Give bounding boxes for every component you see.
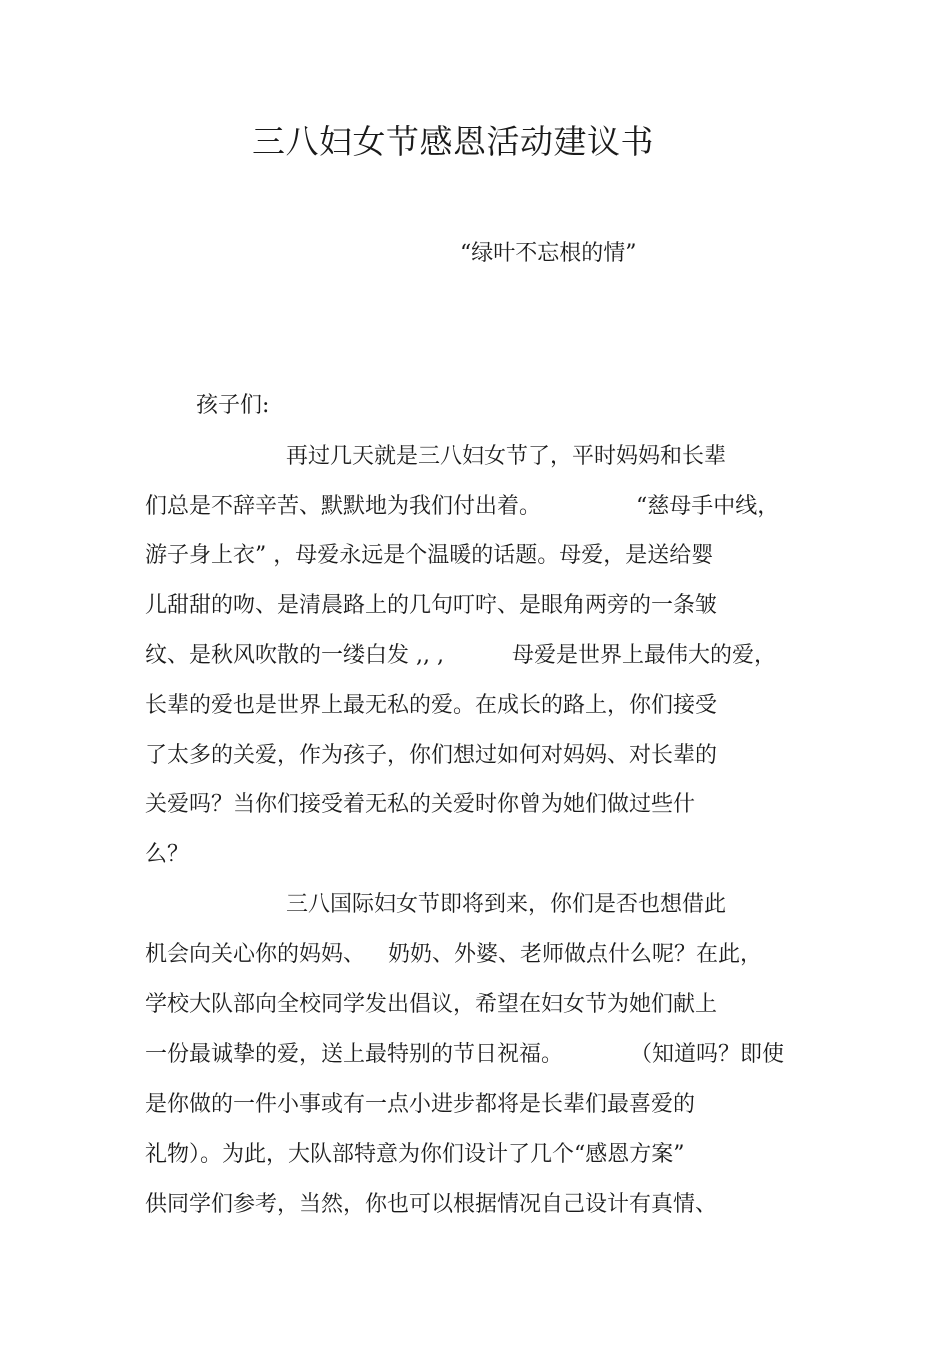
body-line: 么？ xyxy=(145,842,190,867)
body-line: “慈母手中线， xyxy=(636,494,780,519)
body-line: 再过几天就是三八妇女节了，平时妈妈和长辈 xyxy=(286,444,727,469)
document-title: 三八妇女节感恩活动建议书 xyxy=(252,122,654,161)
body-line: 母爱是世界上最伟大的爱， xyxy=(512,643,777,668)
body-line: 三八国际妇女节即将到来，你们是否也想借此 xyxy=(286,892,727,917)
body-line: 关爱吗？当你们接受着无私的关爱时你曾为她们做过些什 xyxy=(145,792,696,817)
body-line: 纹、是秋风吹散的一缕白发 ,, , xyxy=(145,643,444,668)
body-line: 儿甜甜的吻、是清晨路上的几句叮咛、是眼角两旁的一条皱 xyxy=(145,593,718,618)
body-line: 学校大队部向全校同学发出倡议，希望在妇女节为她们献上 xyxy=(145,992,718,1017)
body-line: 了太多的关爱，作为孩子，你们想过如何对妈妈、对长辈的 xyxy=(145,743,718,768)
body-line: 奶奶、外婆、老师做点什么呢？在此， xyxy=(388,942,763,967)
body-line: 长辈的爱也是世界上最无私的爱。在成长的路上，你们接受 xyxy=(145,693,718,718)
body-line: （知道吗？即使 xyxy=(630,1042,785,1067)
body-line: 一份最诚挚的爱，送上最特别的节日祝福。 xyxy=(145,1042,564,1067)
salutation: 孩子们: xyxy=(196,393,270,418)
body-line: 们总是不辞辛苦、默默地为我们付出着。 xyxy=(145,494,542,519)
document-subtitle: “绿叶不忘根的情” xyxy=(460,241,637,266)
body-line: 是你做的一件小事或有一点小进步都将是长辈们最喜爱的 xyxy=(145,1092,696,1117)
body-line: 礼物）。为此，大队部特意为你们设计了几个“感恩方案” xyxy=(145,1142,685,1167)
body-line: 机会向关心你的妈妈、 xyxy=(145,942,366,967)
body-line: 游子身上衣” ，母爱永远是个温暖的话题。母爱，是送给婴 xyxy=(145,543,714,568)
body-line: 供同学们参考，当然，你也可以根据情况自己设计有真情、 xyxy=(145,1192,718,1217)
